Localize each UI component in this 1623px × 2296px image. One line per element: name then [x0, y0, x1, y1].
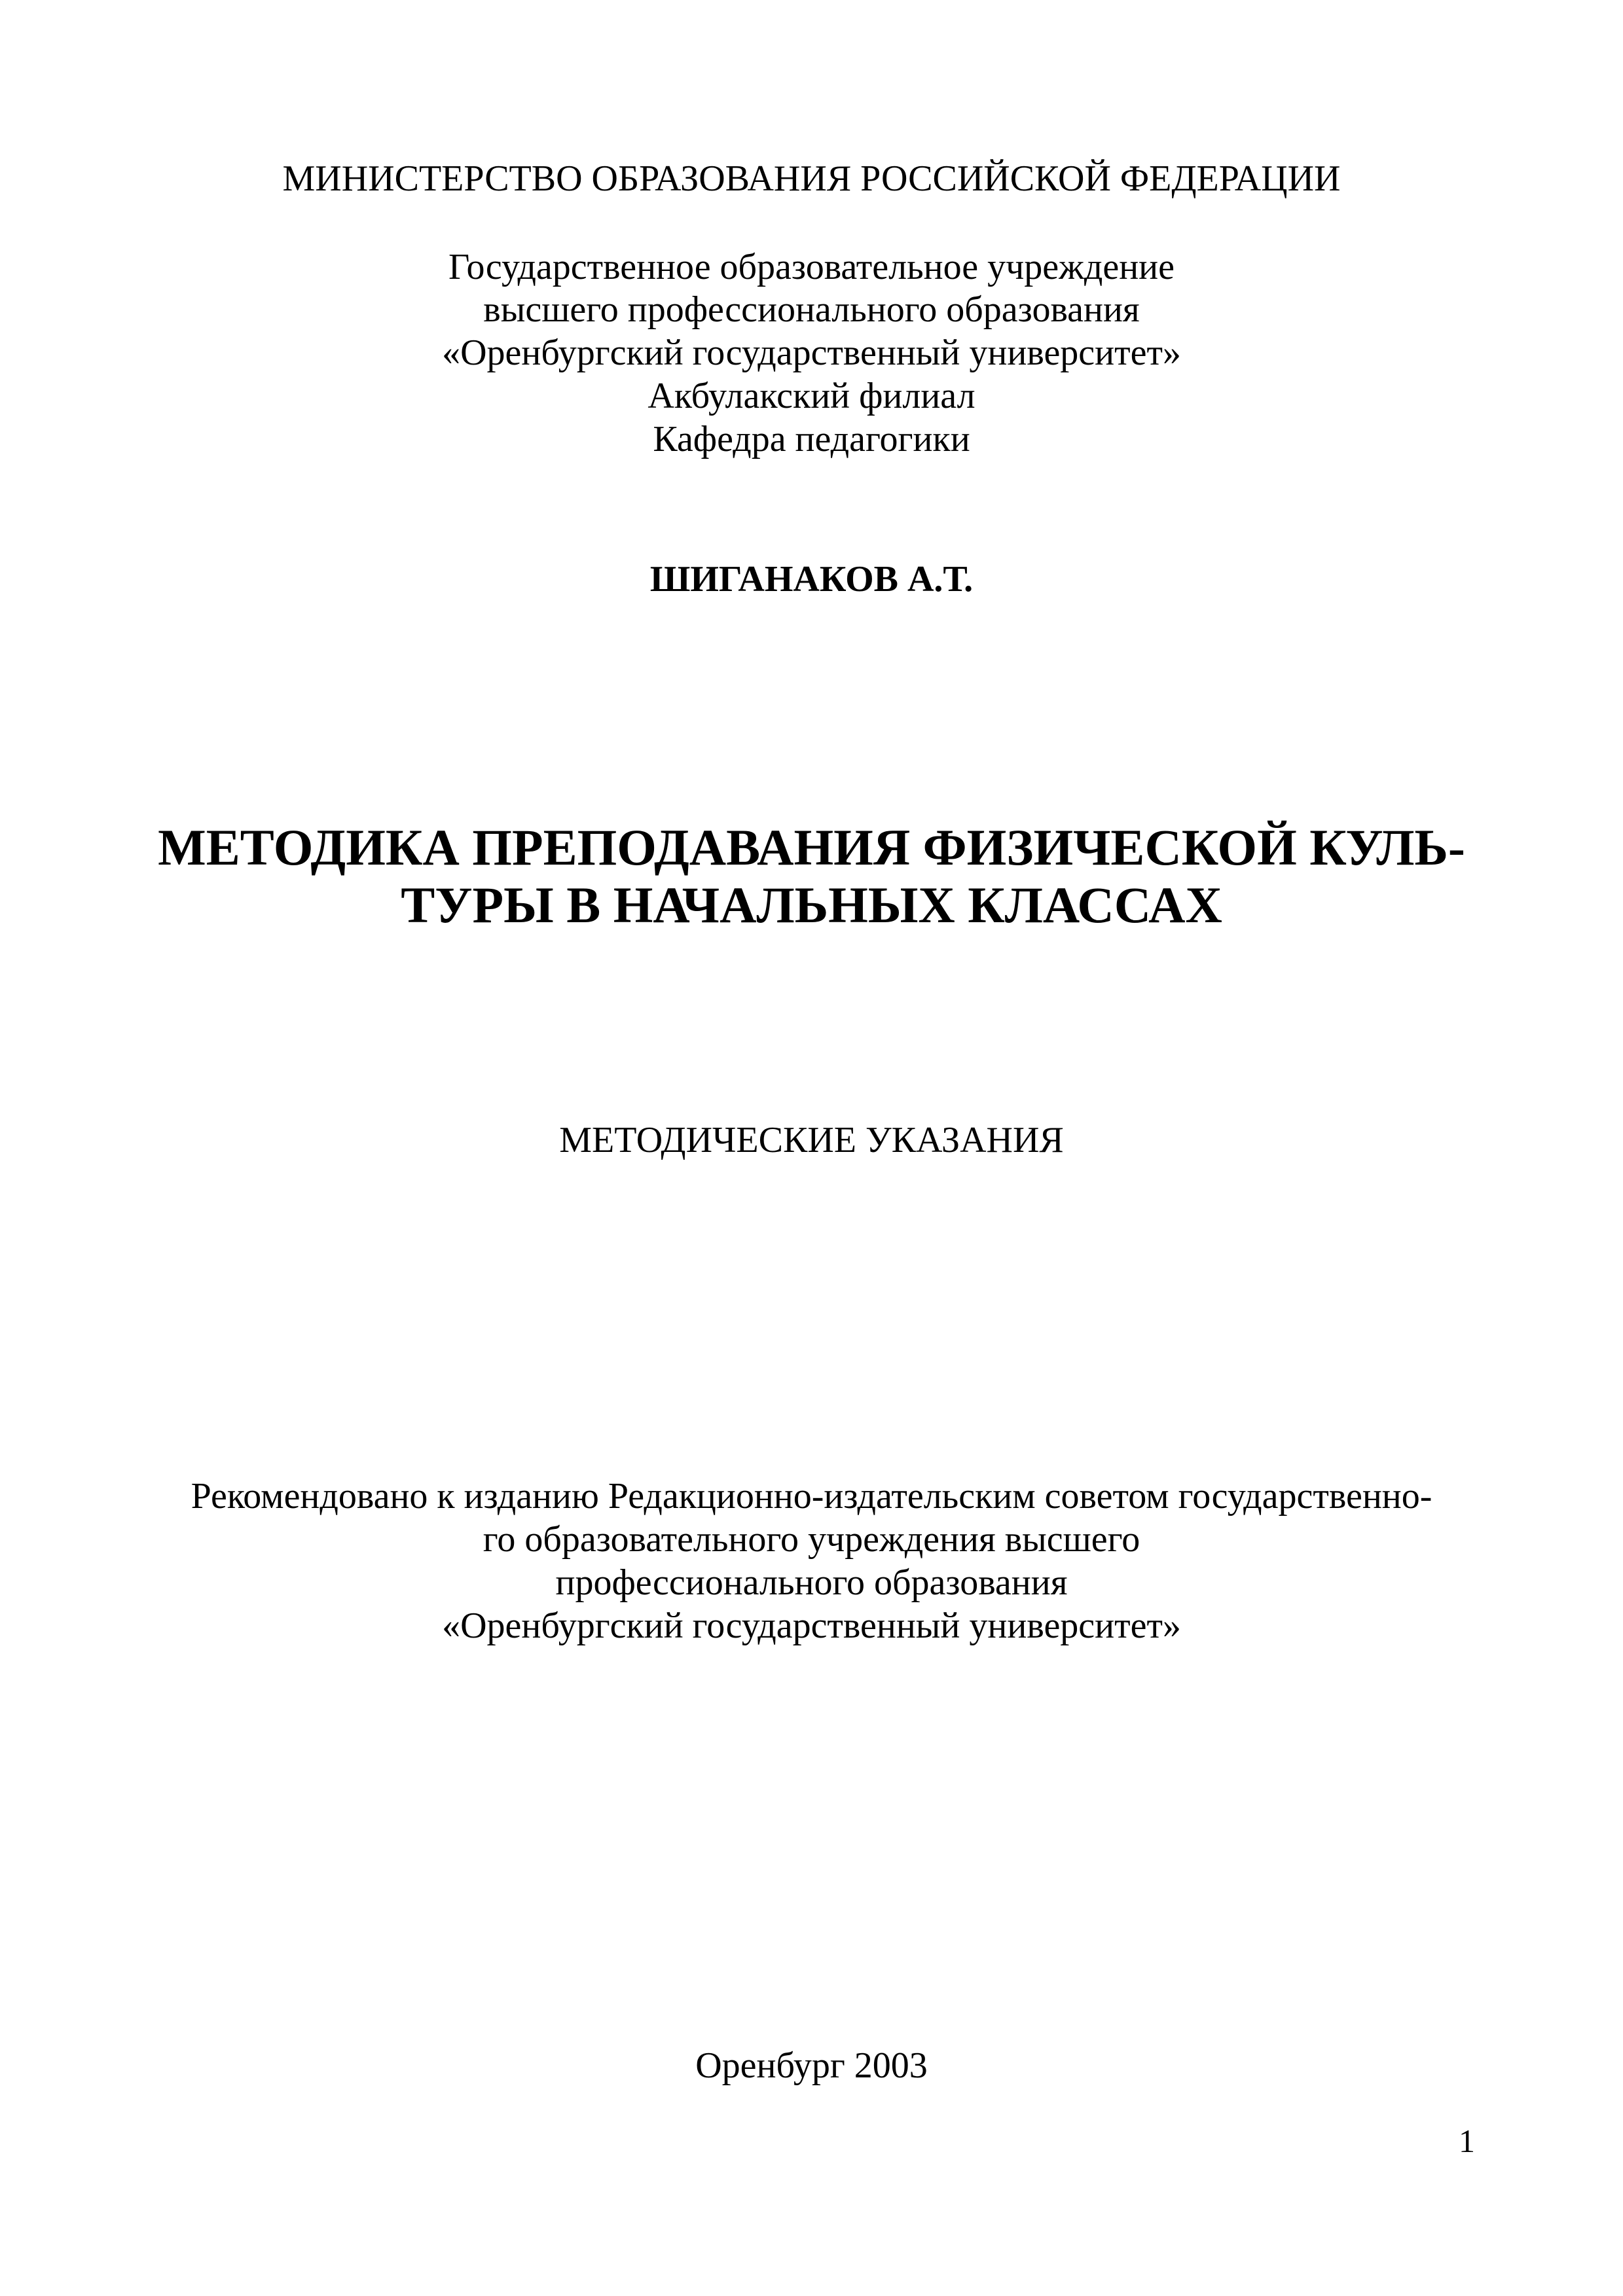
place-and-year: Оренбург 2003 [695, 2045, 928, 2086]
document-title-line: МЕТОДИКА ПРЕПОДАВАНИЯ ФИЗИЧЕСКОЙ КУЛЬ- [158, 819, 1465, 876]
recommendation-line: «Оренбургский государственный университет» [442, 1605, 1181, 1646]
recommendation-line: Рекомендовано к изданию Редакционно-издательским советом государственно- [191, 1476, 1432, 1516]
institution-line: Государственное образовательное учреждение [448, 247, 1175, 287]
document-title-line: ТУРЫ В НАЧАЛЬНЫХ КЛАССАХ [401, 876, 1222, 933]
author-name: ШИГАНАКОВ А.Т. [649, 559, 974, 600]
branch-line: Акбулакский филиал [647, 376, 976, 416]
ministry-heading: МИНИСТЕРСТВО ОБРАЗОВАНИЯ РОССИЙСКОЙ ФЕДЕРАЦИИ [282, 158, 1341, 199]
page-number: 1 [1459, 2123, 1475, 2159]
document-subtitle: МЕТОДИЧЕСКИЕ УКАЗАНИЯ [559, 1120, 1064, 1160]
recommendation-line: го образовательного учреждения высшего [483, 1519, 1140, 1560]
institution-line: «Оренбургский государственный университет» [442, 332, 1181, 373]
department-line: Кафедра педагогики [653, 419, 970, 459]
recommendation-line: профессионального образования [555, 1562, 1068, 1603]
institution-line: высшего профессионального образования [483, 289, 1140, 330]
